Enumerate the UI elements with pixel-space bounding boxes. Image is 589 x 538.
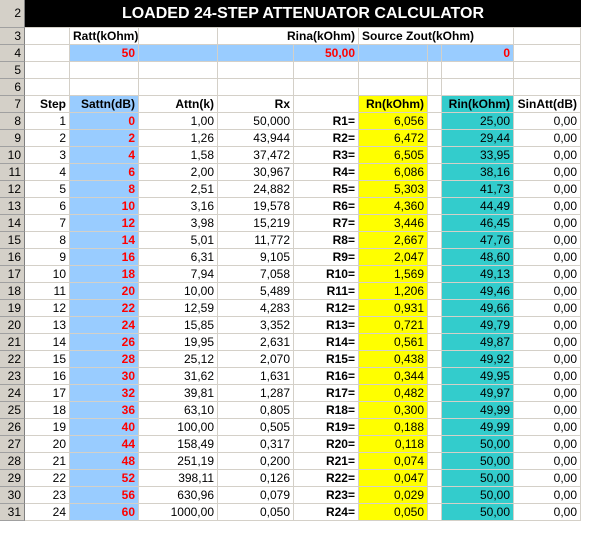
cell[interactable] xyxy=(428,385,442,402)
row-header[interactable]: 25 xyxy=(0,402,25,419)
cell-rn[interactable]: 0,561 xyxy=(359,334,428,351)
cell-rin[interactable]: 49,87 xyxy=(442,334,514,351)
cell[interactable] xyxy=(428,113,442,130)
cell-rn[interactable]: 5,303 xyxy=(359,181,428,198)
cell-rx[interactable]: 3,352 xyxy=(218,317,294,334)
cell-rname[interactable]: R19= xyxy=(294,419,359,436)
cell-rin[interactable]: 44,49 xyxy=(442,198,514,215)
cell-rin[interactable]: 46,45 xyxy=(442,215,514,232)
cell-rin[interactable]: 33,95 xyxy=(442,147,514,164)
zout-label[interactable]: Source Zout(kOhm) xyxy=(359,28,514,45)
cell-rin[interactable]: 49,79 xyxy=(442,317,514,334)
cell-rname[interactable]: R24= xyxy=(294,504,359,521)
cell[interactable] xyxy=(428,266,442,283)
cell-rin[interactable]: 48,60 xyxy=(442,249,514,266)
cell-sinatt[interactable]: 0,00 xyxy=(514,385,581,402)
cell-rx[interactable]: 0,079 xyxy=(218,487,294,504)
cell-sinatt[interactable]: 0,00 xyxy=(514,113,581,130)
row-header[interactable]: 12 xyxy=(0,181,25,198)
cell-rn[interactable]: 6,056 xyxy=(359,113,428,130)
cell-attn[interactable]: 25,12 xyxy=(139,351,218,368)
row-header[interactable]: 30 xyxy=(0,487,25,504)
row-header[interactable]: 28 xyxy=(0,453,25,470)
cell-rin[interactable]: 49,99 xyxy=(442,419,514,436)
cell[interactable] xyxy=(294,79,359,96)
cell-rx[interactable]: 0,805 xyxy=(218,402,294,419)
cell[interactable] xyxy=(514,45,581,62)
row-header[interactable]: 10 xyxy=(0,147,25,164)
cell-sinatt[interactable]: 0,00 xyxy=(514,181,581,198)
cell-step[interactable]: 21 xyxy=(25,453,70,470)
row-header[interactable]: 7 xyxy=(0,96,25,113)
cell-sattn[interactable]: 0 xyxy=(70,113,139,130)
cell[interactable] xyxy=(428,487,442,504)
cell-rn[interactable]: 3,446 xyxy=(359,215,428,232)
cell-rname[interactable]: R6= xyxy=(294,198,359,215)
cell[interactable] xyxy=(359,79,428,96)
cell[interactable] xyxy=(218,62,294,79)
cell-rx[interactable]: 43,944 xyxy=(218,130,294,147)
cell-sattn[interactable]: 26 xyxy=(70,334,139,351)
cell[interactable] xyxy=(25,28,70,45)
cell-sattn[interactable]: 2 xyxy=(70,130,139,147)
row-header[interactable]: 13 xyxy=(0,198,25,215)
cell-sinatt[interactable]: 0,00 xyxy=(514,300,581,317)
cell-rin[interactable]: 49,97 xyxy=(442,385,514,402)
row-header[interactable]: 14 xyxy=(0,215,25,232)
cell-sattn[interactable]: 30 xyxy=(70,368,139,385)
cell-rname[interactable]: R10= xyxy=(294,266,359,283)
cell-step[interactable]: 10 xyxy=(25,266,70,283)
row-header[interactable]: 24 xyxy=(0,385,25,402)
cell[interactable] xyxy=(428,147,442,164)
cell[interactable] xyxy=(25,79,70,96)
cell[interactable] xyxy=(428,232,442,249)
cell-rx[interactable]: 9,105 xyxy=(218,249,294,266)
cell-sattn[interactable]: 24 xyxy=(70,317,139,334)
cell[interactable] xyxy=(25,45,70,62)
row-header[interactable]: 19 xyxy=(0,300,25,317)
cell-attn[interactable]: 31,62 xyxy=(139,368,218,385)
cell-rn[interactable]: 6,472 xyxy=(359,130,428,147)
cell[interactable] xyxy=(294,96,359,113)
header-sinatt[interactable]: SinAtt(dB) xyxy=(514,96,581,113)
cell[interactable] xyxy=(359,45,428,62)
cell[interactable] xyxy=(428,249,442,266)
cell-attn[interactable]: 158,49 xyxy=(139,436,218,453)
cell[interactable] xyxy=(70,79,139,96)
cell-step[interactable]: 24 xyxy=(25,504,70,521)
cell-rin[interactable]: 50,00 xyxy=(442,487,514,504)
cell-attn[interactable]: 7,94 xyxy=(139,266,218,283)
row-header[interactable]: 8 xyxy=(0,113,25,130)
cell-step[interactable]: 13 xyxy=(25,317,70,334)
cell-rn[interactable]: 0,482 xyxy=(359,385,428,402)
ratt-input[interactable]: 50 xyxy=(70,45,139,62)
cell-rin[interactable]: 50,00 xyxy=(442,504,514,521)
cell-rx[interactable]: 15,219 xyxy=(218,215,294,232)
cell[interactable] xyxy=(139,45,218,62)
cell-rn[interactable]: 0,721 xyxy=(359,317,428,334)
cell[interactable] xyxy=(70,62,139,79)
cell[interactable] xyxy=(139,28,218,45)
cell-step[interactable]: 15 xyxy=(25,351,70,368)
cell-attn[interactable]: 1,00 xyxy=(139,113,218,130)
row-header[interactable]: 17 xyxy=(0,266,25,283)
cell-attn[interactable]: 3,16 xyxy=(139,198,218,215)
cell-step[interactable]: 20 xyxy=(25,436,70,453)
cell[interactable] xyxy=(218,45,294,62)
cell-rin[interactable]: 49,46 xyxy=(442,283,514,300)
cell-sattn[interactable]: 20 xyxy=(70,283,139,300)
row-header[interactable]: 20 xyxy=(0,317,25,334)
cell-sinatt[interactable]: 0,00 xyxy=(514,266,581,283)
cell-rname[interactable]: R4= xyxy=(294,164,359,181)
row-header[interactable]: 22 xyxy=(0,351,25,368)
cell[interactable] xyxy=(359,62,428,79)
cell[interactable] xyxy=(428,215,442,232)
cell[interactable] xyxy=(428,419,442,436)
cell-rx[interactable]: 50,000 xyxy=(218,113,294,130)
cell-rname[interactable]: R22= xyxy=(294,470,359,487)
cell-sattn[interactable]: 8 xyxy=(70,181,139,198)
cell-rname[interactable]: R17= xyxy=(294,385,359,402)
cell-sattn[interactable]: 32 xyxy=(70,385,139,402)
cell-step[interactable]: 12 xyxy=(25,300,70,317)
cell-rname[interactable]: R11= xyxy=(294,283,359,300)
cell-step[interactable]: 2 xyxy=(25,130,70,147)
header-sattn[interactable]: Sattn(dB) xyxy=(70,96,139,113)
cell-attn[interactable]: 63,10 xyxy=(139,402,218,419)
cell-rname[interactable]: R9= xyxy=(294,249,359,266)
cell[interactable] xyxy=(514,79,581,96)
cell-sattn[interactable]: 48 xyxy=(70,453,139,470)
cell-sattn[interactable]: 36 xyxy=(70,402,139,419)
row-header[interactable]: 23 xyxy=(0,368,25,385)
cell-sinatt[interactable]: 0,00 xyxy=(514,215,581,232)
row-header[interactable]: 21 xyxy=(0,334,25,351)
cell-rn[interactable]: 0,050 xyxy=(359,504,428,521)
cell-step[interactable]: 23 xyxy=(25,487,70,504)
cell-rname[interactable]: R21= xyxy=(294,453,359,470)
cell[interactable] xyxy=(428,79,442,96)
cell-rx[interactable]: 2,070 xyxy=(218,351,294,368)
cell-rn[interactable]: 4,360 xyxy=(359,198,428,215)
cell-sattn[interactable]: 28 xyxy=(70,351,139,368)
row-header[interactable]: 15 xyxy=(0,232,25,249)
cell-step[interactable]: 11 xyxy=(25,283,70,300)
cell-step[interactable]: 9 xyxy=(25,249,70,266)
cell-attn[interactable]: 19,95 xyxy=(139,334,218,351)
header-rx[interactable]: Rx xyxy=(218,96,294,113)
row-header[interactable]: 11 xyxy=(0,164,25,181)
cell-rn[interactable]: 6,505 xyxy=(359,147,428,164)
cell-step[interactable]: 7 xyxy=(25,215,70,232)
cell-sattn[interactable]: 4 xyxy=(70,147,139,164)
cell-attn[interactable]: 2,51 xyxy=(139,181,218,198)
cell-sattn[interactable]: 16 xyxy=(70,249,139,266)
cell[interactable] xyxy=(428,96,442,113)
cell-sattn[interactable]: 40 xyxy=(70,419,139,436)
cell-sinatt[interactable]: 0,00 xyxy=(514,419,581,436)
cell[interactable] xyxy=(428,181,442,198)
cell-sattn[interactable]: 10 xyxy=(70,198,139,215)
cell-attn[interactable]: 6,31 xyxy=(139,249,218,266)
cell[interactable] xyxy=(218,79,294,96)
cell-rx[interactable]: 0,200 xyxy=(218,453,294,470)
cell-sattn[interactable]: 6 xyxy=(70,164,139,181)
row-header[interactable]: 27 xyxy=(0,436,25,453)
cell-rname[interactable]: R5= xyxy=(294,181,359,198)
cell-sinatt[interactable]: 0,00 xyxy=(514,351,581,368)
row-header[interactable]: 29 xyxy=(0,470,25,487)
cell-attn[interactable]: 3,98 xyxy=(139,215,218,232)
cell-sinatt[interactable]: 0,00 xyxy=(514,283,581,300)
cell[interactable] xyxy=(428,164,442,181)
row-header[interactable]: 18 xyxy=(0,283,25,300)
cell-sattn[interactable]: 12 xyxy=(70,215,139,232)
cell-rname[interactable]: R1= xyxy=(294,113,359,130)
cell[interactable] xyxy=(428,453,442,470)
cell[interactable] xyxy=(294,62,359,79)
cell-rname[interactable]: R13= xyxy=(294,317,359,334)
cell-rx[interactable]: 11,772 xyxy=(218,232,294,249)
cell-attn[interactable]: 398,11 xyxy=(139,470,218,487)
cell[interactable] xyxy=(25,62,70,79)
cell-sinatt[interactable]: 0,00 xyxy=(514,504,581,521)
header-attn[interactable]: Attn(k) xyxy=(139,96,218,113)
cell-attn[interactable]: 251,19 xyxy=(139,453,218,470)
cell-rn[interactable]: 0,931 xyxy=(359,300,428,317)
cell-rname[interactable]: R18= xyxy=(294,402,359,419)
cell-rx[interactable]: 2,631 xyxy=(218,334,294,351)
cell-rn[interactable]: 0,074 xyxy=(359,453,428,470)
cell-rn[interactable]: 0,438 xyxy=(359,351,428,368)
cell-sinatt[interactable]: 0,00 xyxy=(514,198,581,215)
cell-rin[interactable]: 50,00 xyxy=(442,436,514,453)
cell-attn[interactable]: 10,00 xyxy=(139,283,218,300)
row-header[interactable]: 4 xyxy=(0,45,25,62)
cell-rname[interactable]: R20= xyxy=(294,436,359,453)
cell[interactable] xyxy=(514,28,581,45)
row-header[interactable]: 26 xyxy=(0,419,25,436)
cell-step[interactable]: 14 xyxy=(25,334,70,351)
sheet-title[interactable]: LOADED 24-STEP ATTENUATOR CALCULATOR xyxy=(25,0,581,28)
header-rin[interactable]: Rin(kOhm) xyxy=(442,96,514,113)
cell-rn[interactable]: 2,047 xyxy=(359,249,428,266)
cell-sattn[interactable]: 60 xyxy=(70,504,139,521)
cell-rx[interactable]: 0,505 xyxy=(218,419,294,436)
cell-rn[interactable]: 0,344 xyxy=(359,368,428,385)
cell[interactable] xyxy=(442,62,514,79)
cell[interactable] xyxy=(139,79,218,96)
cell-sattn[interactable]: 52 xyxy=(70,470,139,487)
cell-rn[interactable]: 2,667 xyxy=(359,232,428,249)
cell[interactable] xyxy=(428,368,442,385)
rina-label[interactable]: Rina(kOhm) xyxy=(218,28,359,45)
cell-rx[interactable]: 30,967 xyxy=(218,164,294,181)
cell[interactable] xyxy=(428,45,442,62)
cell[interactable] xyxy=(428,300,442,317)
cell-attn[interactable]: 12,59 xyxy=(139,300,218,317)
rina-input[interactable]: 50,00 xyxy=(294,45,359,62)
cell-attn[interactable]: 1000,00 xyxy=(139,504,218,521)
row-header[interactable]: 5 xyxy=(0,62,25,79)
cell-sinatt[interactable]: 0,00 xyxy=(514,130,581,147)
cell-step[interactable]: 6 xyxy=(25,198,70,215)
cell-rname[interactable]: R23= xyxy=(294,487,359,504)
cell-rin[interactable]: 38,16 xyxy=(442,164,514,181)
cell-rx[interactable]: 24,882 xyxy=(218,181,294,198)
cell[interactable] xyxy=(428,317,442,334)
header-step[interactable]: Step xyxy=(25,96,70,113)
cell[interactable] xyxy=(428,283,442,300)
cell-rname[interactable]: R12= xyxy=(294,300,359,317)
cell-rn[interactable]: 1,206 xyxy=(359,283,428,300)
cell[interactable] xyxy=(428,130,442,147)
cell-rin[interactable]: 47,76 xyxy=(442,232,514,249)
cell-sinatt[interactable]: 0,00 xyxy=(514,334,581,351)
cell-rx[interactable]: 4,283 xyxy=(218,300,294,317)
cell-sattn[interactable]: 18 xyxy=(70,266,139,283)
cell-sinatt[interactable]: 0,00 xyxy=(514,317,581,334)
cell-attn[interactable]: 100,00 xyxy=(139,419,218,436)
cell-rname[interactable]: R14= xyxy=(294,334,359,351)
cell-sinatt[interactable]: 0,00 xyxy=(514,487,581,504)
cell-sattn[interactable]: 14 xyxy=(70,232,139,249)
row-header[interactable]: 9 xyxy=(0,130,25,147)
cell-rin[interactable]: 49,66 xyxy=(442,300,514,317)
row-header[interactable]: 2 xyxy=(0,0,25,28)
cell-step[interactable]: 17 xyxy=(25,385,70,402)
cell[interactable] xyxy=(428,402,442,419)
cell-step[interactable]: 8 xyxy=(25,232,70,249)
cell-rx[interactable]: 37,472 xyxy=(218,147,294,164)
cell-rn[interactable]: 0,029 xyxy=(359,487,428,504)
cell-rx[interactable]: 1,631 xyxy=(218,368,294,385)
row-header[interactable]: 6 xyxy=(0,79,25,96)
cell-sinatt[interactable]: 0,00 xyxy=(514,436,581,453)
cell[interactable] xyxy=(428,62,442,79)
cell-sinatt[interactable]: 0,00 xyxy=(514,368,581,385)
cell-rin[interactable]: 25,00 xyxy=(442,113,514,130)
cell-rx[interactable]: 0,050 xyxy=(218,504,294,521)
cell-rname[interactable]: R3= xyxy=(294,147,359,164)
cell-rin[interactable]: 50,00 xyxy=(442,470,514,487)
cell-sinatt[interactable]: 0,00 xyxy=(514,249,581,266)
cell[interactable] xyxy=(428,504,442,521)
cell-rin[interactable]: 50,00 xyxy=(442,453,514,470)
cell-rname[interactable]: R7= xyxy=(294,215,359,232)
cell-rin[interactable]: 49,99 xyxy=(442,402,514,419)
row-header[interactable]: 3 xyxy=(0,28,25,45)
cell[interactable] xyxy=(442,79,514,96)
cell-step[interactable]: 19 xyxy=(25,419,70,436)
cell-rx[interactable]: 0,317 xyxy=(218,436,294,453)
cell-step[interactable]: 1 xyxy=(25,113,70,130)
cell-rx[interactable]: 5,489 xyxy=(218,283,294,300)
ratt-label[interactable]: Ratt(kOhm) xyxy=(70,28,139,45)
cell-sinatt[interactable]: 0,00 xyxy=(514,147,581,164)
zout-input[interactable]: 0 xyxy=(442,45,514,62)
row-header[interactable]: 16 xyxy=(0,249,25,266)
cell-step[interactable]: 18 xyxy=(25,402,70,419)
cell-sattn[interactable]: 56 xyxy=(70,487,139,504)
cell-sattn[interactable]: 44 xyxy=(70,436,139,453)
cell-attn[interactable]: 1,58 xyxy=(139,147,218,164)
cell-rn[interactable]: 0,300 xyxy=(359,402,428,419)
cell[interactable] xyxy=(428,334,442,351)
cell[interactable] xyxy=(428,198,442,215)
cell-step[interactable]: 4 xyxy=(25,164,70,181)
cell-rx[interactable]: 0,126 xyxy=(218,470,294,487)
cell-rname[interactable]: R16= xyxy=(294,368,359,385)
cell-step[interactable]: 5 xyxy=(25,181,70,198)
cell-rin[interactable]: 29,44 xyxy=(442,130,514,147)
cell-attn[interactable]: 1,26 xyxy=(139,130,218,147)
cell[interactable] xyxy=(514,62,581,79)
cell-rin[interactable]: 41,73 xyxy=(442,181,514,198)
cell-rx[interactable]: 7,058 xyxy=(218,266,294,283)
row-header[interactable]: 31 xyxy=(0,504,25,521)
cell-attn[interactable]: 15,85 xyxy=(139,317,218,334)
cell-rname[interactable]: R2= xyxy=(294,130,359,147)
cell-rn[interactable]: 0,188 xyxy=(359,419,428,436)
cell-rin[interactable]: 49,95 xyxy=(442,368,514,385)
header-rn[interactable]: Rn(kOhm) xyxy=(359,96,428,113)
cell-step[interactable]: 3 xyxy=(25,147,70,164)
cell-step[interactable]: 16 xyxy=(25,368,70,385)
cell-attn[interactable]: 5,01 xyxy=(139,232,218,249)
cell[interactable] xyxy=(428,436,442,453)
cell-rx[interactable]: 19,578 xyxy=(218,198,294,215)
cell-rname[interactable]: R8= xyxy=(294,232,359,249)
cell-attn[interactable]: 39,81 xyxy=(139,385,218,402)
cell-attn[interactable]: 2,00 xyxy=(139,164,218,181)
cell-sinatt[interactable]: 0,00 xyxy=(514,164,581,181)
cell-sinatt[interactable]: 0,00 xyxy=(514,453,581,470)
cell[interactable] xyxy=(428,351,442,368)
cell-rin[interactable]: 49,13 xyxy=(442,266,514,283)
cell-rname[interactable]: R15= xyxy=(294,351,359,368)
cell-rn[interactable]: 1,569 xyxy=(359,266,428,283)
cell-step[interactable]: 22 xyxy=(25,470,70,487)
cell-rx[interactable]: 1,287 xyxy=(218,385,294,402)
cell-sinatt[interactable]: 0,00 xyxy=(514,470,581,487)
cell[interactable] xyxy=(139,62,218,79)
cell-sinatt[interactable]: 0,00 xyxy=(514,232,581,249)
cell-rin[interactable]: 49,92 xyxy=(442,351,514,368)
cell-rn[interactable]: 6,086 xyxy=(359,164,428,181)
cell-sattn[interactable]: 22 xyxy=(70,300,139,317)
cell-attn[interactable]: 630,96 xyxy=(139,487,218,504)
cell-rn[interactable]: 0,118 xyxy=(359,436,428,453)
cell-rn[interactable]: 0,047 xyxy=(359,470,428,487)
cell-sinatt[interactable]: 0,00 xyxy=(514,402,581,419)
cell[interactable] xyxy=(428,470,442,487)
